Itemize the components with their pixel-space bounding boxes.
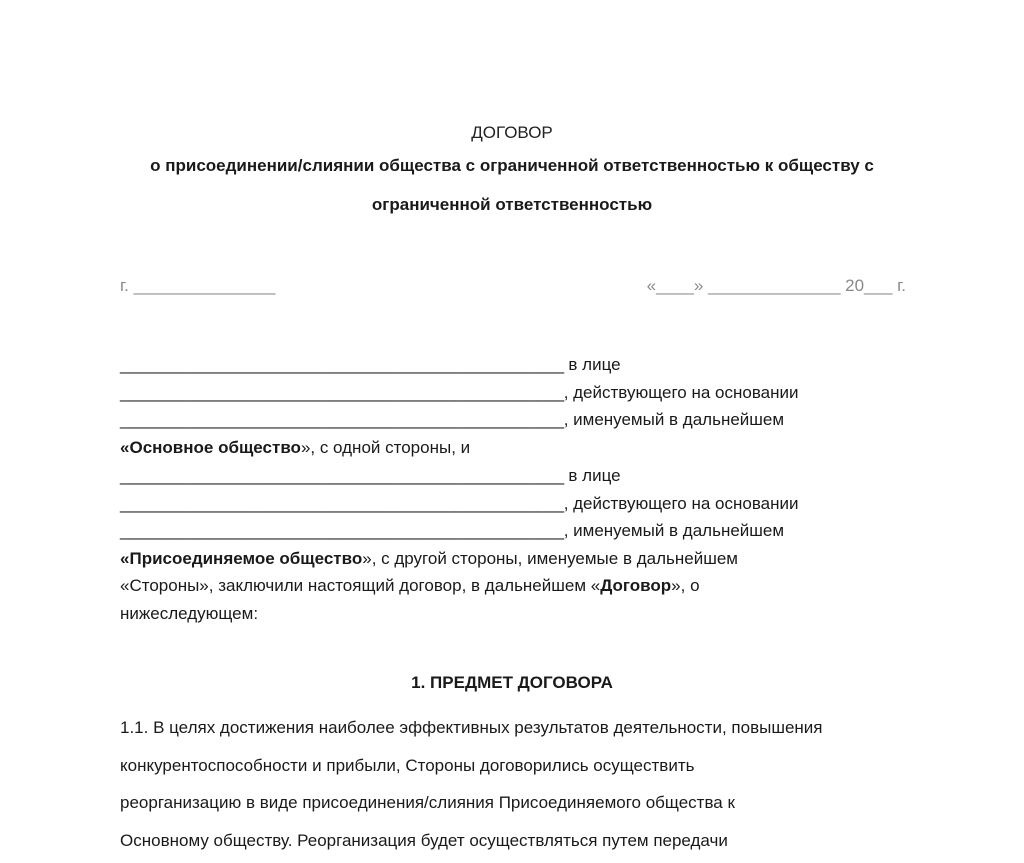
clause-1-1 [120,709,920,859]
city-field: г. _______________ [120,276,276,295]
party-a-name: Основное общество [129,437,301,457]
party-b-name: Присоединяемое общество [129,548,363,568]
blank-field: _________________________________________________ [120,493,564,513]
blank-field: _________________________________________________ [120,521,564,540]
party-a-line3 [120,406,920,434]
party-b-line3 [120,517,920,545]
party-b-line2-text: , действующего на основании [563,493,799,513]
party-b-rest2a: «Стороны», заключили настоящий договор, в дальнейшем « [120,576,601,595]
clause-line: 1.1. В целях достижения наиболее эффективных результатов деятельности, повышения [120,718,823,737]
party-b-line1 [120,462,920,490]
date-field: «____» ______________ 20___ г. [646,276,906,295]
party-a-block [120,351,920,461]
contract-word: Договор [600,576,672,595]
party-b-line4 [120,545,920,573]
blank-field: _________________________________________________ [120,355,564,374]
party-a-line2 [120,379,920,407]
blank-field: _________________________________________________ [120,382,564,402]
blank-field: _________________________________________________ [120,466,564,485]
party-a-line4 [120,434,920,462]
party-b-line2 [120,490,920,518]
party-a-line1 [120,351,920,379]
clause-line: конкурентоспособности и прибыли, Стороны договорились осуществить [120,755,695,775]
document-title: ДОГОВОР [471,123,553,142]
party-a-line1-text: в лице [563,355,621,374]
party-a-line3-text: , именуемый в дальнейшем [563,410,785,429]
document-subtitle-line1: о присоединении/слиянии общества с ограниченной ответственностью к обществу с [150,156,874,175]
clause-line: Основному обществу. Реорганизация будет осуществляться путем передачи [120,830,728,850]
party-b-line6: нижеследующем: [120,603,259,623]
party-b-rest1: », с другой стороны, именуемые в дальнейшем [362,548,738,568]
party-a-open-quote: « [120,437,130,457]
document-subtitle-line2: ограниченной ответственностью [371,195,653,214]
party-b-line3-text: , именуемый в дальнейшем [563,521,785,540]
blank-field: _________________________________________________ [120,410,564,429]
party-b-block [120,462,920,627]
party-b-line1-text: в лице [563,466,621,485]
party-b-line5 [120,572,920,600]
party-a-line2-text: , действующего на основании [563,382,799,402]
clause-line: реорганизацию в виде присоединения/слияния Присоединяемого общества к [120,793,735,812]
party-b-open-quote: « [120,548,130,568]
party-b-rest2b: », о [671,576,700,595]
section-1-title: 1. ПРЕДМЕТ ДОГОВОРА [411,673,613,692]
party-a-rest: », с одной стороны, и [300,437,471,457]
